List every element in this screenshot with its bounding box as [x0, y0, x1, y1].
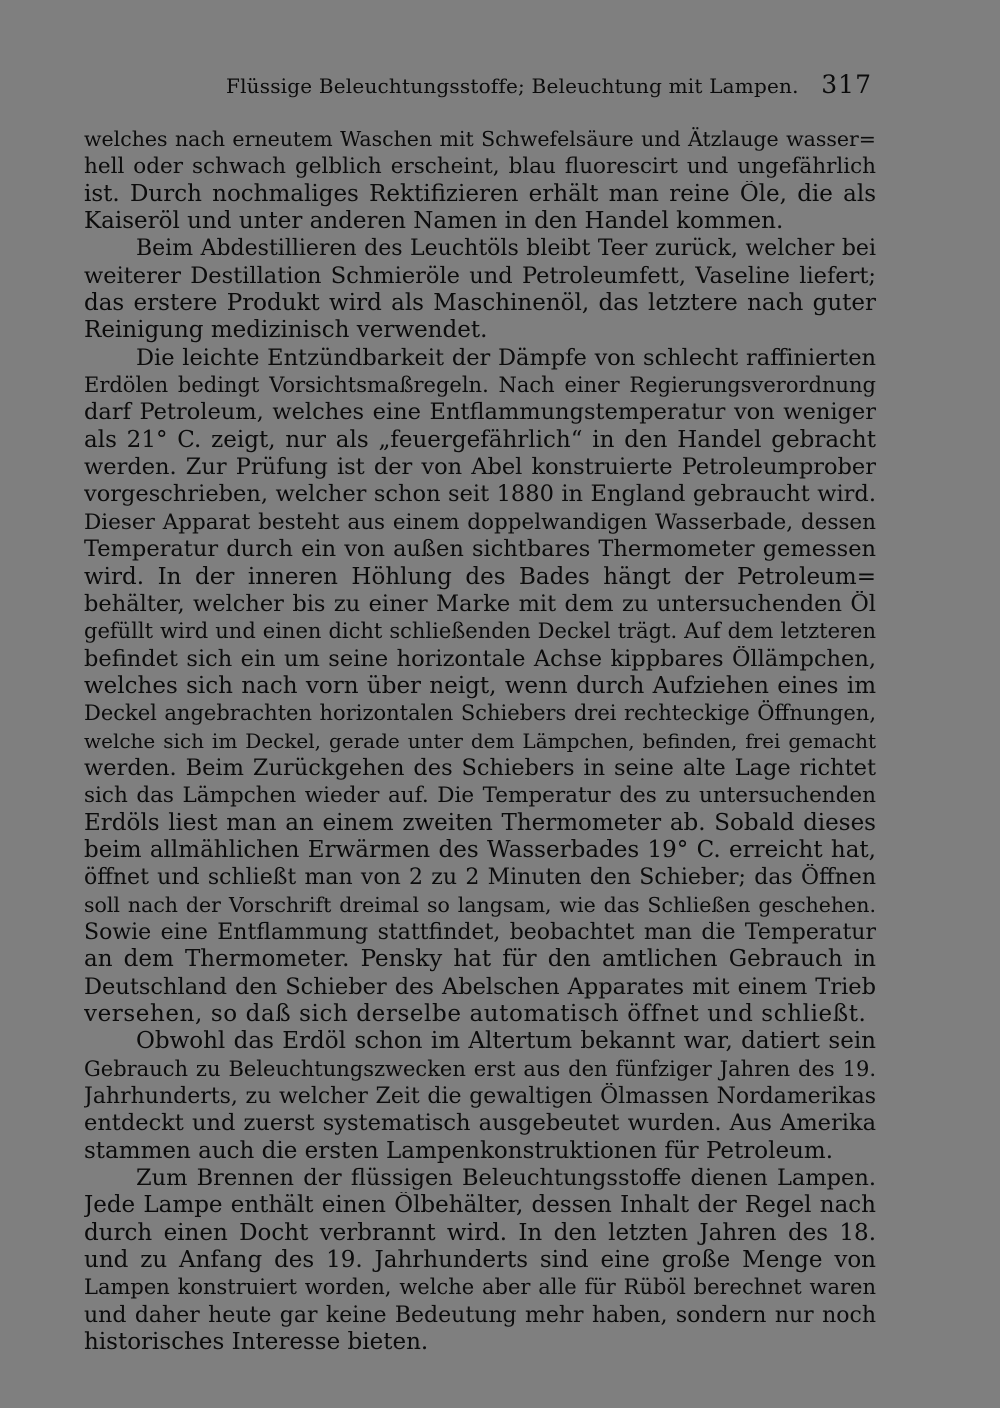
page-header — [84, 68, 876, 104]
text-line: Gebrauch zu Beleuchtungszwecken erst aus den fünfziger Jahren des 19. — [84, 1056, 876, 1081]
text-line: hell oder schwach gelblich erscheint, blau fluorescirt und ungefährlich — [84, 154, 876, 180]
text-line: welches nach erneutem Waschen mit Schwefelsäure und Ätzlauge wasser= — [84, 127, 876, 151]
text-line: Jede Lampe enthält einen Ölbehälter, dessen Inhalt der Regel nach — [84, 1192, 876, 1219]
text-line: Deutschland den Schieber des Abelschen Apparates mit einem Trieb — [84, 973, 876, 1000]
text-line: werden. Beim Zurückgehen des Schiebers in seine alte Lage richtet — [84, 754, 876, 781]
text-line: Jahrhunderts, zu welcher Zeit die gewaltigen Ölmassen Nordamerikas — [84, 1084, 876, 1110]
paragraph-first-line: Zum Brennen der flüssigen Beleuchtungsstoffe dienen Lampen. — [136, 1165, 876, 1192]
page-number: 317 — [821, 70, 872, 99]
body-text — [84, 126, 876, 1356]
text-line: Kaiseröl und unter anderen Namen in den Handel kommen. — [84, 208, 784, 235]
text-line: Temperatur durch ein von außen sichtbares Thermometer gemessen — [84, 536, 876, 563]
text-line: stammen auch die ersten Lampenkonstruktionen für Petroleum. — [84, 1137, 834, 1164]
paragraph-first-line: Die leichte Entzündbarkeit der Dämpfe von schlecht raffinierten — [136, 344, 876, 371]
text-line: und zu Anfang des 19. Jahrhunderts sind eine große Menge von — [84, 1247, 876, 1274]
text-line: versehen, so daß sich derselbe automatisch öffnet und schließt. — [84, 1001, 867, 1027]
text-line: welches sich nach vorn über neigt, wenn durch Aufziehen eines im — [84, 672, 876, 699]
text-line: Lampen konstruiert worden, welche aber alle für Rüböl berechnet waren — [84, 1275, 876, 1300]
text-line: werden. Zur Prüfung ist der von Abel konstruierte Petroleumprober — [84, 454, 876, 481]
text-line: historisches Interesse bieten. — [84, 1329, 429, 1356]
text-line: befindet sich ein um seine horizontale Achse kippbares Öllämpchen, — [84, 645, 876, 672]
text-line: Erdöls liest man an einem zweiten Thermometer ab. Sobald dieses — [84, 809, 876, 836]
text-line: Dieser Apparat besteht aus einem doppelwandigen Wasserbade, dessen — [84, 509, 876, 535]
text-line: weiterer Destillation Schmieröle und Petroleumfett, Vaseline liefert; — [84, 262, 876, 289]
text-line: Erdölen bedingt Vorsichtsmaßregeln. Nach einer Regierungsverordnung — [84, 373, 876, 398]
text-line: Sowie eine Entflammung stattfindet, beobachtet man die Temperatur — [84, 919, 876, 945]
text-line: gefüllt wird und einen dicht schließenden Deckel trägt. Auf dem letzteren — [84, 619, 876, 644]
text-line: beim allmählichen Erwärmen des Wasserbades 19° C. erreicht hat, — [84, 836, 876, 863]
text-line: ist. Durch nochmaliges Rektifizieren erhält man reine Öle, die als — [84, 180, 876, 207]
paragraph-first-line: Beim Abdestillieren des Leuchtöls bleibt Teer zurück, welcher bei — [136, 236, 876, 262]
text-line: soll nach der Vorschrift dreimal so langsam, wie das Schließen geschehen. — [84, 892, 876, 917]
text-line: behälter, welcher bis zu einer Marke mit dem zu untersuchenden Öl — [84, 590, 876, 617]
text-line: wird. In der inneren Höhlung des Bades hängt der Petroleum= — [84, 563, 876, 590]
text-line: vorgeschrieben, welcher schon seit 1880 in England gebraucht wird. — [84, 481, 876, 508]
running-title: Flüssige Beleuchtungsstoffe; Beleuchtung mit Lampen. — [226, 74, 799, 98]
text-line: öffnet und schließt man von 2 zu 2 Minuten den Schieber; das Öffnen — [84, 865, 876, 891]
text-line: Deckel angebrachten horizontalen Schiebers drei rechteckige Öffnungen, — [84, 701, 876, 726]
text-line: darf Petroleum, welches eine Entflammungstemperatur von weniger — [84, 399, 876, 426]
text-line: durch einen Docht verbrannt wird. In den letzten Jahren des 18. — [84, 1219, 876, 1246]
text-line: welche sich im Deckel, gerade unter dem Lämpchen, befinden, frei gemacht — [84, 728, 876, 753]
text-line: und daher heute gar keine Bedeutung mehr haben, sondern nur noch — [84, 1302, 876, 1328]
text-line: sich das Lämpchen wieder auf. Die Temperatur des zu untersuchenden — [84, 783, 876, 809]
text-line: als 21° C. zeigt, nur als „feuergefährlich“ in den Handel gebracht — [84, 426, 876, 453]
text-line: Reinigung medizinisch verwendet. — [84, 317, 488, 344]
paragraph-first-line: Obwohl das Erdöl schon im Altertum bekannt war, datiert sein — [136, 1028, 876, 1055]
text-line: das erstere Produkt wird als Maschinenöl, das letztere nach guter — [84, 290, 876, 317]
text-line: an dem Thermometer. Pensky hat für den amtlichen Gebrauch in — [84, 946, 876, 973]
text-line: entdeckt und zuerst systematisch ausgebeutet wurden. Aus Amerika — [84, 1110, 876, 1137]
